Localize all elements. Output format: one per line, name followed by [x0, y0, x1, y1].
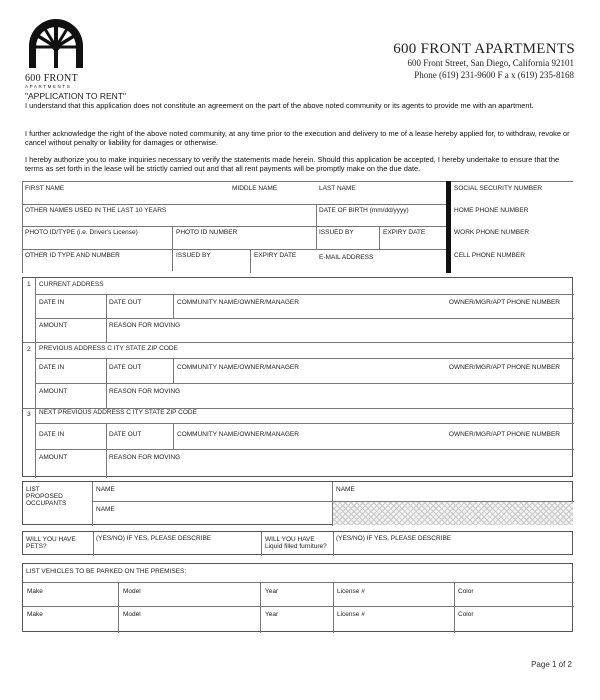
- expiry-date-field[interactable]: EXPIRY DATE: [383, 229, 426, 236]
- first-name-field[interactable]: FIRST NAME: [25, 185, 65, 192]
- work-phone-field[interactable]: WORK PHONE NUMBER: [454, 229, 530, 236]
- issued-by-2-field[interactable]: ISSUED BY: [176, 252, 211, 259]
- occupants-label-1: LIST: [26, 486, 40, 493]
- pets-label-1: WILL YOU HAVE: [26, 536, 76, 543]
- rights-paragraph: I further acknowledge the right of the above noted community, at any time prior to the execution and delivery to me of a lease hereby applied for, to withdraw, revoke or cancel without penalty or liability for damages or otherwise.: [25, 129, 570, 147]
- vehicles-section: [22, 563, 573, 632]
- pets-furniture-section: [22, 531, 573, 555]
- company-phone-fax: Phone (619) 231-9600 F a x (619) 235-8168: [414, 70, 574, 80]
- agreement-paragraph: I understand that this application does not constitute an agreement on the part of the above noted community or its agents to provide me with an apartment.: [25, 101, 534, 110]
- owner-phone-field[interactable]: OWNER/MGR/APT PHONE NUMBER: [448, 299, 560, 306]
- applicant-info-section: [22, 181, 573, 273]
- pets-label-2: PETS?: [26, 543, 47, 550]
- vehicle-make-field[interactable]: Make: [27, 588, 43, 595]
- occupant-name-field[interactable]: NAME: [336, 486, 355, 493]
- logo-text: 600 FRONT: [25, 73, 78, 84]
- community-field[interactable]: COMMUNITY NAME/OWNER/MANAGER: [177, 299, 299, 306]
- issued-by-field[interactable]: ISSUED BY: [319, 229, 354, 236]
- date-out-field[interactable]: DATE OUT: [109, 431, 142, 438]
- vehicle-year-field[interactable]: Year: [265, 611, 279, 618]
- logo: [25, 16, 87, 89]
- amount-field[interactable]: AMOUNT: [39, 388, 68, 395]
- vehicle-model-field[interactable]: Model: [123, 588, 141, 595]
- dob-field[interactable]: DATE OF BIRTH (mm/dd/yyyy): [319, 207, 409, 214]
- owner-phone-field[interactable]: OWNER/MGR/APT PHONE NUMBER: [448, 431, 560, 438]
- company-address: 600 Front Street, San Diego, California 92101: [407, 58, 574, 68]
- date-in-field[interactable]: DATE IN: [39, 431, 65, 438]
- photo-id-type-field[interactable]: PHOTO ID/TYPE (i.e. Driver's License): [25, 229, 138, 236]
- disabled-crosshatch-area: [333, 502, 573, 525]
- next-previous-address-field[interactable]: NEXT PREVIOUS ADDRESS C ITY STATE ZIP CODE: [39, 409, 197, 416]
- community-field[interactable]: COMMUNITY NAME/OWNER/MANAGER: [177, 364, 299, 371]
- address-number-2: 2: [27, 346, 31, 353]
- occupants-label-2: PROPOSED: [26, 493, 63, 500]
- logo-subtext: APARTMENTS: [25, 84, 72, 89]
- owner-phone-field[interactable]: OWNER/MGR/APT PHONE NUMBER: [448, 364, 560, 371]
- company-name: 600 FRONT APARTMENTS: [393, 41, 575, 57]
- home-phone-field[interactable]: HOME PHONE NUMBER: [454, 207, 529, 214]
- address-history-section: [22, 277, 573, 477]
- column-divider-bar: [446, 181, 451, 273]
- occupants-label-3: OCCUPANTS: [26, 500, 67, 507]
- authorization-paragraph: I hereby authorize you to make inquiries necessary to verify the statements made herein. Should this application be accepted, I hereby undertake to ensure that the terms as set forth in the lease will be strictly carried out and that all rent payments will be promptly make on the due date.: [25, 155, 560, 173]
- ssn-field[interactable]: SOCIAL SECURITY NUMBER: [454, 185, 543, 192]
- pets-description-field[interactable]: (YES/NO) IF YES, PLEASE DESCRIBE: [96, 535, 212, 542]
- expiry-date-2-field[interactable]: EXPIRY DATE: [254, 252, 297, 259]
- photo-id-number-field[interactable]: PHOTO ID NUMBER: [176, 229, 238, 236]
- previous-address-field[interactable]: PREVIOUS ADDRESS C ITY STATE ZIP CODE: [39, 345, 178, 352]
- amount-field[interactable]: AMOUNT: [39, 322, 68, 329]
- furniture-description-field[interactable]: (YES/NO) IF YES, PLEASE DESCRIBE: [336, 535, 452, 542]
- vehicle-model-field[interactable]: Model: [123, 611, 141, 618]
- middle-name-field[interactable]: MIDDLE NAME: [232, 185, 278, 192]
- occupant-name-field[interactable]: NAME: [96, 506, 115, 513]
- date-out-field[interactable]: DATE OUT: [109, 299, 142, 306]
- cell-phone-field[interactable]: CELL PHONE NUMBER: [454, 252, 525, 259]
- other-id-field[interactable]: OTHER ID TYPE AND NUMBER: [25, 252, 120, 259]
- furniture-label-1: WILL YOU HAVE: [265, 536, 315, 543]
- page-title: "APPLICATION TO RENT": [25, 91, 126, 101]
- current-address-field[interactable]: CURRENT ADDRESS: [39, 281, 104, 288]
- address-number-3: 3: [27, 411, 31, 418]
- vehicle-color-field[interactable]: Color: [458, 588, 474, 595]
- vehicle-license-field[interactable]: License #: [337, 611, 365, 618]
- reason-field[interactable]: REASON FOR MOVING: [109, 388, 181, 395]
- vehicle-year-field[interactable]: Year: [265, 588, 279, 595]
- reason-field[interactable]: REASON FOR MOVING: [109, 454, 181, 461]
- occupant-name-field[interactable]: NAME: [96, 486, 115, 493]
- date-in-field[interactable]: DATE IN: [39, 364, 65, 371]
- furniture-label-2: Liquid filled furniture?: [265, 543, 327, 550]
- last-name-field[interactable]: LAST NAME: [319, 185, 356, 192]
- address-number-1: 1: [27, 281, 31, 288]
- page-number: Page 1 of 2: [531, 660, 572, 669]
- reason-field[interactable]: REASON FOR MOVING: [109, 322, 181, 329]
- date-out-field[interactable]: DATE OUT: [109, 364, 142, 371]
- date-in-field[interactable]: DATE IN: [39, 299, 65, 306]
- vehicles-title: LIST VEHICLES TO BE PARKED ON THE PREMISES:: [26, 568, 187, 575]
- vehicle-make-field[interactable]: Make: [27, 611, 43, 618]
- amount-field[interactable]: AMOUNT: [39, 454, 68, 461]
- vehicle-license-field[interactable]: License #: [337, 588, 365, 595]
- community-field[interactable]: COMMUNITY NAME/OWNER/MANAGER: [177, 431, 299, 438]
- email-field[interactable]: E-MAIL ADDRESS: [319, 254, 374, 261]
- other-names-field[interactable]: OTHER NAMES USED IN THE LAST 10 YEARS: [25, 207, 167, 214]
- occupants-section: [22, 481, 573, 525]
- vehicle-color-field[interactable]: Color: [458, 611, 474, 618]
- arch-window-icon: [25, 16, 87, 68]
